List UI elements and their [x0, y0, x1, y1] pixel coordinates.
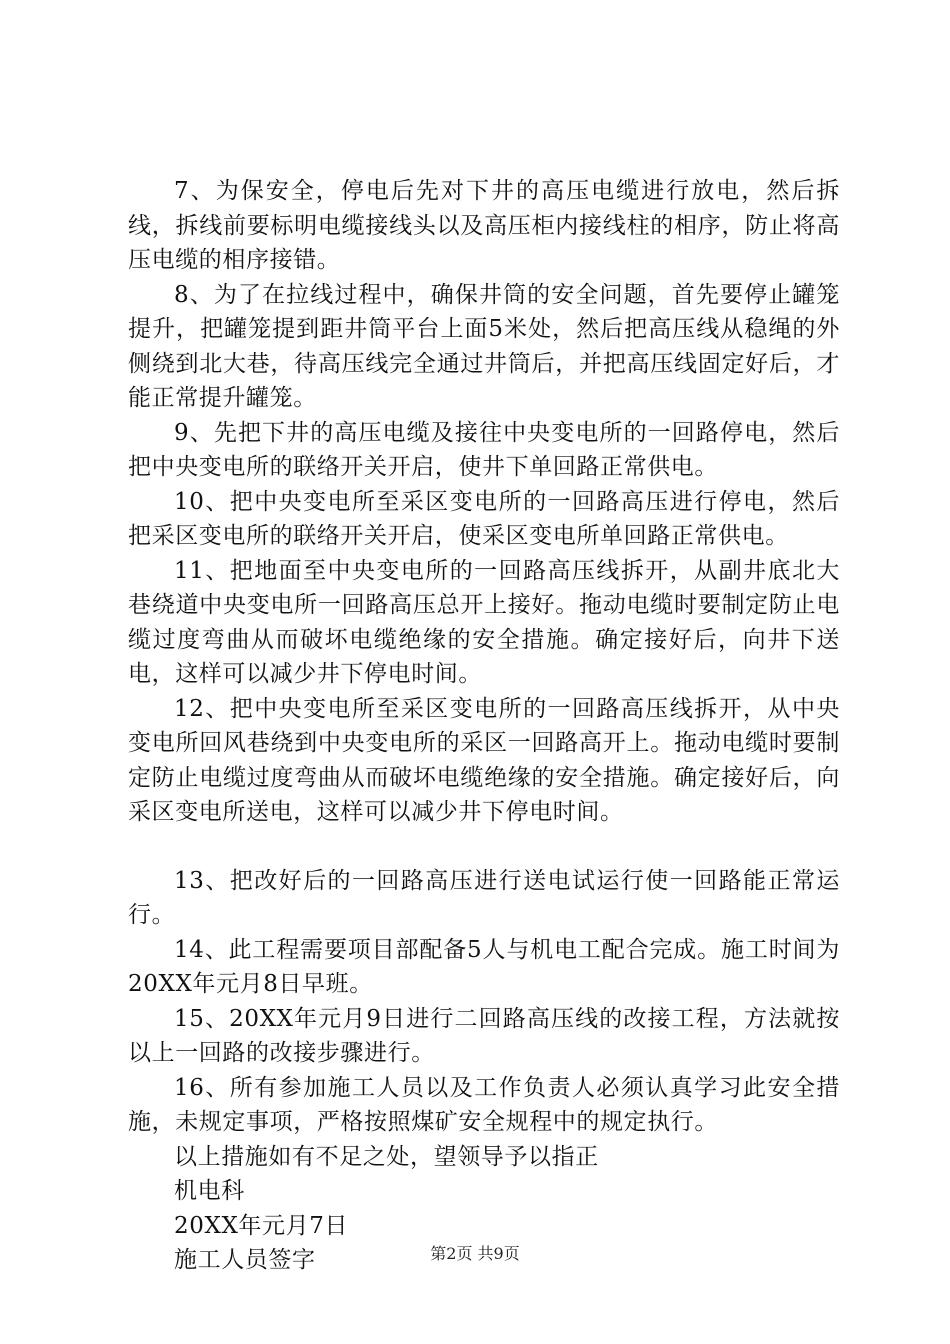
paragraph-10: 10、把中央变电所至采区变电所的一回路高压进行停电，然后把采区变电所的联络开关开启，使采区变电所单回路正常供电。: [128, 488, 840, 549]
document-body: [128, 174, 840, 1278]
paragraph-15: 15、20XX年元月9日进行二回路高压线的改接工程，方法就按以上一回路的改接步骤进行。: [128, 1005, 840, 1066]
signature-label: 施工人员签字: [174, 1247, 316, 1273]
paragraph-7: 7、为保安全，停电后先对下井的高压电缆进行放电，然后拆线，拆线前要标明电缆接线头以及高压柜内接线柱的相序，防止将高压电缆的相序接错。: [128, 178, 840, 273]
closing-date: 20XX年元月7日: [174, 1212, 349, 1239]
paragraph-14: 14、此工程需要项目部配备5人与机电工配合完成。施工时间为20XX年元月8日早班。: [128, 936, 840, 997]
paragraph-16: 16、所有参加施工人员以及工作负责人必须认真学习此安全措施，未规定事项，严格按照煤矿安全规程中的规定执行。: [128, 1074, 840, 1135]
closing-note: 以上措施如有不足之处，望领导予以指正: [174, 1143, 599, 1170]
paragraph-8: 8、为了在拉线过程中，确保井筒的安全问题，首先要停止罐笼提升，把罐笼提到距井筒平台上面5米处，然后把高压线从稳绳的外侧绕到北大巷，待高压线完全通过井筒后，并把高压线固定好后，才能正常提升罐笼。: [128, 281, 840, 411]
paragraph-gap: [128, 830, 840, 864]
paragraph-13: 13、把改好后的一回路高压进行送电试运行使一回路能正常运行。: [128, 867, 840, 928]
paragraph-12: 12、把中央变电所至采区变电所的一回路高压线拆开，从中央变电所回风巷绕到中央变电所的采区一回路高开上。拖动电缆时要制定防止电缆过度弯曲从而破坏电缆绝缘的安全措施。确定接好后，向采区变电所送电，这样可以减少井下停电时间。: [128, 695, 840, 825]
page-footer: 第2页 共9页: [430, 1244, 520, 1263]
paragraph-9: 9、先把下井的高压电缆及接往中央变电所的一回路停电，然后把中央变电所的联络开关开启，使井下单回路正常供电。: [128, 419, 840, 480]
paragraph-11: 11、把地面至中央变电所的一回路高压线拆开，从副井底北大巷绕道中央变电所一回路高压总开上接好。拖动电缆时要制定防止电缆过度弯曲从而破坏电缆绝缘的安全措施。确定接好后，向井下送电，这样可以减少井下停电时间。: [128, 557, 840, 687]
closing-department: 机电科: [174, 1178, 245, 1204]
